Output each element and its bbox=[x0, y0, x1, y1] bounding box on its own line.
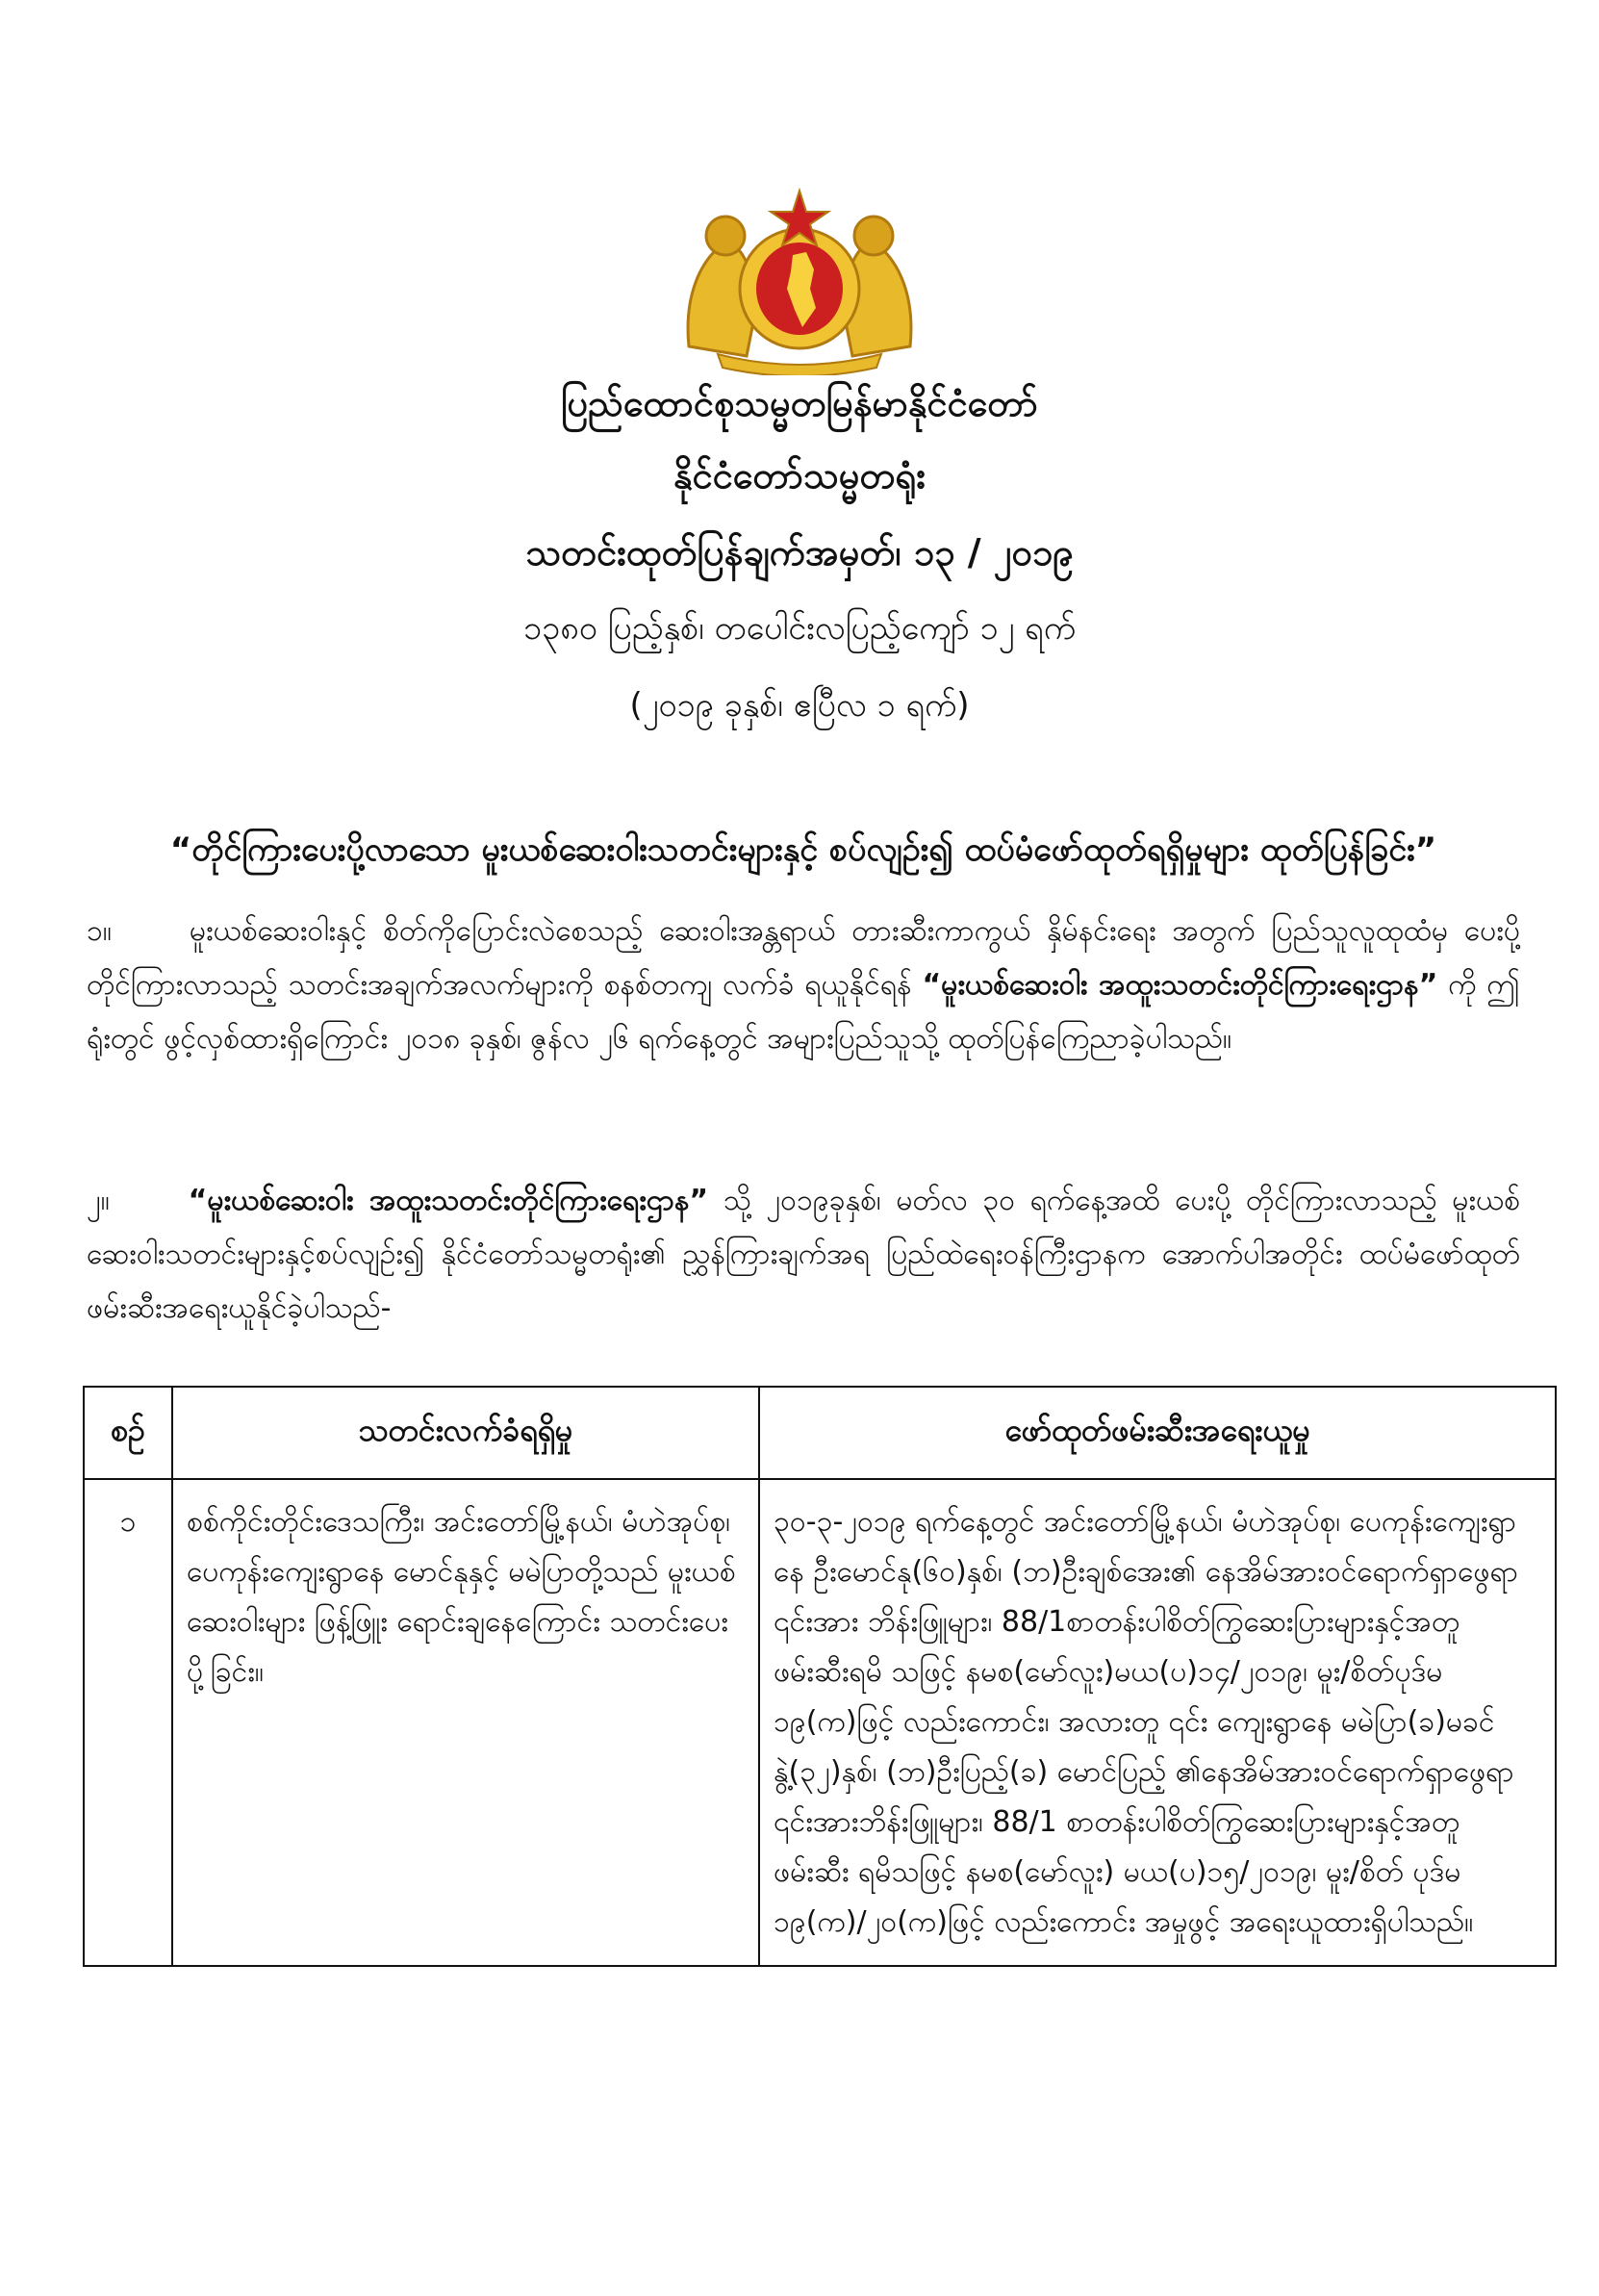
paragraph-number: ၁။ bbox=[87, 914, 112, 948]
action-taken-cell: ၃၀-၃-၂၀၁၉ ရက်နေ့တွင် အင်းတော်မြို့နယ်၊ မံဟဲအုပ်စု၊ ပေကုန်းကျေးရွာနေ ဦးမောင်နု(၆၀)နှစ်၊ (ဘ)ဦးချစ်အေး၏ နေအိမ်အားဝင်ရောက်ရှာဖွေရာ ၎င်းအား ဘိန်းဖြူများ၊ 88/1စာတန်းပါစိတ်ကြွဆေးပြားများနှင့်အတူ ဖမ်းဆီးရမိ သဖြင့် နမစ(မော်လူး)မယ(ပ)၁၄/၂၀၁၉၊ မူး/စိတ်ပုဒ်မ ၁၉(က)ဖြင့် လည်းကောင်း၊ အလားတူ ၎င်း ကျေးရွာနေ မမဲပြာ(ခ)မခင်နွဲ့(၃၂)နှစ်၊ (ဘ)ဦးပြည့်(ခ) မောင်ပြည့် ၏နေအိမ်အားဝင်ရောက်ရှာဖွေရာ ၎င်းအားဘိန်းဖြူများ၊ 88/1 စာတန်းပါစိတ်ကြွဆေးပြားများနှင့်အတူ ဖမ်းဆီး ရမိသဖြင့် နမစ(မော်လူး) မယ(ပ)၁၅/၂၀၁၉၊ မူး/စိတ် ပုဒ်မ ၁၉(က)/၂၀(က)ဖြင့် လည်းကောင်း အမှုဖွင့် အရေးယူထားရှိပါသည်။ bbox=[759, 1479, 1556, 1966]
row-number: ၁ bbox=[84, 1479, 172, 1966]
table-row bbox=[84, 1479, 1556, 1966]
gregorian-date: (၂၀၁၉ ခုနှစ်၊ ဧပြီလ ၁ ရက်) bbox=[629, 686, 970, 725]
paragraph-bold-text: “မူးယစ်ဆေးဝါး အထူးသတင်းတိုင်ကြားရေးဌာန” bbox=[188, 1184, 709, 1217]
paragraph-text: ကို ဤရုံးတွင် ဖွင့်လှစ်ထားရှိကြောင်း ၂၀၁၈ ခုနှစ်၊ ဇွန်လ ၂၆ ရက်နေ့တွင် အများပြည်သူသို့ ထုတ်ပြန်ကြေညာခဲ့ပါသည်။ bbox=[87, 968, 1520, 1056]
paragraph-text: သို့ ၂၀၁၉ခုနှစ်၊ မတ်လ ၃၀ ရက်နေ့အထိ ပေးပို့ တိုင်ကြားလာသည့် မူးယစ်ဆေးဝါးသတင်းများနှင့်စပ်လျဉ်း၍ နိုင်ငံတော်သမ္မတရုံး၏ ညွှန်ကြားချက်အရ ပြည်ထဲရေးဝန်ကြီးဌာနက အောက်ပါအတိုင်း ထပ်မံဖော်ထုတ်ဖမ်းဆီးအရေးယူနိုင်ခဲ့ပါသည်- bbox=[87, 1184, 1520, 1325]
paragraph-1 bbox=[87, 905, 1520, 1066]
state-emblem bbox=[679, 183, 920, 375]
info-received-cell: စစ်ကိုင်းတိုင်းဒေသကြီး၊ အင်းတော်မြို့နယ်၊ မံဟဲအုပ်စု၊ ပေကုန်းကျေးရွာနေ မောင်နုနှင့် မမဲပြာတို့သည် မူးယစ်ဆေးဝါးများ ဖြန့်ဖြူး ရောင်းချနေကြောင်း သတင်းပေးပို့ခြင်း။ bbox=[172, 1479, 759, 1966]
paragraph-text: မူးယစ်ဆေးဝါးနှင့် စိတ်ကိုပြောင်းလဲစေသည့် ဆေးဝါးအန္တရာယ် တားဆီးကာကွယ် နှိမ်နင်းရေး အတွက် ပြည်သူလူထုထံမှ ပေးပို့တိုင်ကြားလာသည့် သတင်းအချက်အလက်များကို စနစ်တကျ လက်ခံ ရယူနိုင်ရန် bbox=[87, 914, 1520, 1002]
column-header-action: ဖော်ထုတ်ဖမ်းဆီးအရေးယူမှု bbox=[759, 1387, 1556, 1479]
country-name: ပြည်ထောင်စုသမ္မတမြန်မာနိုင်ငံတော် bbox=[561, 382, 1038, 424]
paragraph-2 bbox=[87, 1174, 1520, 1336]
column-header-no: စဉ် bbox=[84, 1387, 172, 1479]
office-name: နိုင်ငံတော်သမ္မတရုံး bbox=[673, 454, 926, 497]
myanmar-date: ၁၃၈၀ ပြည့်နှစ်၊ တပေါင်းလပြည့်ကျော် ၁၂ ရက် bbox=[523, 609, 1076, 648]
paragraph-number: ၂။ bbox=[87, 1184, 110, 1217]
paragraph-bold-text: “မူးယစ်ဆေးဝါး အထူးသတင်းတိုင်ကြားရေးဌာန” bbox=[922, 968, 1438, 1002]
column-header-received: သတင်းလက်ခံရရှိမှု bbox=[172, 1387, 759, 1479]
actions-table bbox=[83, 1386, 1557, 1967]
release-title: “တိုင်ကြားပေးပို့လာသော မူးယစ်ဆေးဝါးသတင်းများနှင့် စပ်လျဉ်း၍ ထပ်မံဖော်ထုတ်ရရှိမှုများ ထုတ်ပြန်ခြင်း” bbox=[169, 830, 1437, 869]
table-header-row bbox=[84, 1387, 1556, 1479]
press-release-number: သတင်းထုတ်ပြန်ချက်အမှတ်၊ ၁၃ / ၂၀၁၉ bbox=[525, 531, 1074, 574]
